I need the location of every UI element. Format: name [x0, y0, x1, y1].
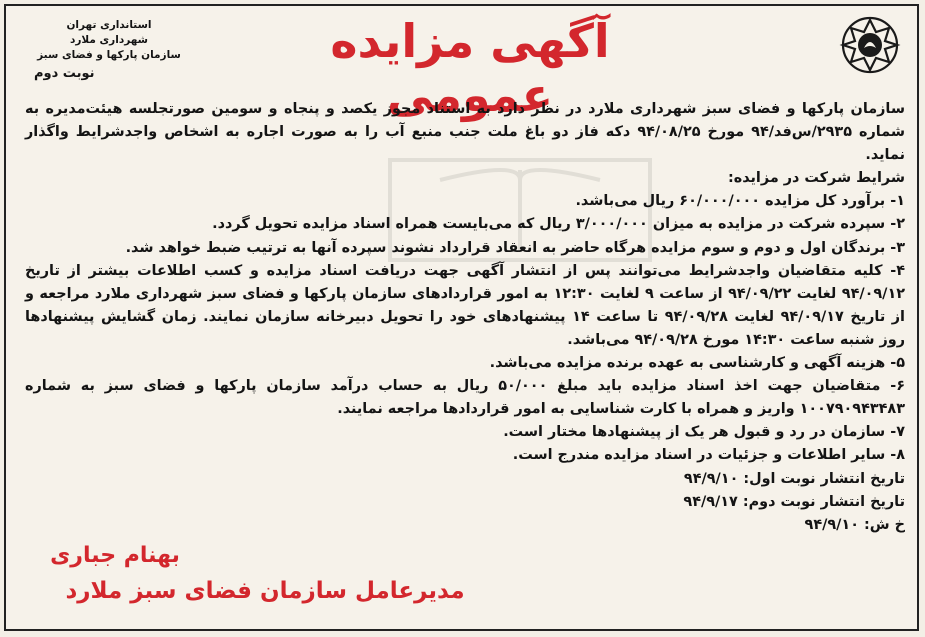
publish-date-second: تاریخ انتشار نوبت دوم: ۹۴/۹/۱۷	[683, 493, 905, 510]
condition-item: ۳- برندگان اول و دوم و سوم مزایده هرگاه حاضر به انعقاد قرارداد نشوند سپرده آنها به ترتیب ضبط خواهد شد.	[125, 239, 905, 256]
conditions-heading: شرایط شرکت در مزایده:	[727, 170, 905, 187]
notice-body	[25, 98, 905, 537]
condition-item: ۱- برآورد کل مزایده ۶۰/۰۰۰/۰۰۰ ریال می‌باشد.	[575, 193, 905, 210]
condition-item: ۴- کلیه متقاضیان واجدشرایط می‌توانند پس از انتشار آگهی جهت دریافت اسناد مزایده و کسب اطلاعات بیشتر از تاریخ ۹۴/۰۹/۱۲ لغایت ۹۴/۰۹/۲۲ از ساعت ۹ لغایت ۱۲:۳۰ به امور قراردادهای سازمان پارکها و فضای سبز شهرداری ملارد مراجعه و از تاریخ ۹۴/۰۹/۱۷ لغایت ۹۴/۰۹/۲۸ تا ساعت ۱۴ پیشنهادهای خود را تحویل دبیرخانه سازمان نمایند. زمان گشایش پیشنهادها روز شنبه ساعت ۱۴:۳۰ مورخ ۹۴/۰۹/۲۸ می‌باشد.	[25, 262, 906, 348]
condition-item: ۷- سازمان در رد و قبول هر یک از پیشنهادها مختار است.	[503, 424, 905, 441]
intro-paragraph: سازمان پارکها و فضای سبز شهرداری ملارد در نظر دارد به استناد مجوز یکصد و پنجاه و سومین صورتجلسه هیئت‌مدیره به شماره ۲۹۳۵/س‌فد/۹۴ مورخ ۹۴/۰۸/۲۵ دکه فاز دو باغ ملت جنب منبع آب را به صورت اجاره به اشخاص واجدشرایط واگذار نماید.	[25, 101, 906, 164]
municipality-logo-icon	[839, 14, 901, 76]
page-title: آگهی مزایده عمومی	[330, 14, 610, 122]
publish-date-first: تاریخ انتشار نوبت اول: ۹۴/۹/۱۰	[683, 470, 905, 487]
org-line: سازمان پارکها و فضای سبز	[37, 49, 181, 61]
condition-item: ۵- هزینه آگهی و کارشناسی به عهده برنده مزایده می‌باشد.	[489, 355, 905, 372]
signatory-role: مدیرعامل سازمان فضای سبز ملارد	[65, 578, 465, 604]
condition-item: ۸- سایر اطلاعات و جزئیات در اسناد مزایده مندرج است.	[512, 447, 905, 464]
condition-item: ۲- سپرده شرکت در مزایده به میزان ۳/۰۰۰/۰۰۰ ریال که می‌بایست همراه اسناد مزایده تحویل گردد.	[212, 216, 905, 233]
org-line: شهرداری ملارد	[69, 34, 148, 46]
publication-round: نوبت دوم	[34, 66, 95, 81]
signatory-name: بهنام جباری	[50, 543, 180, 568]
org-line: استانداری تهران	[66, 19, 152, 31]
organization-name	[14, 18, 204, 63]
condition-item: ۶- متقاضیان جهت اخذ اسناد مزایده باید مبلغ ۵۰/۰۰۰ ریال به حساب درآمد سازمان پارکها و فضای سبز به شماره ۱۰۰۷۹۰۹۴۳۴۸۳ واریز و همراه با کارت شناسایی به امور قراردادها مراجعه نمایند.	[25, 378, 905, 418]
reference-number: خ ش: ۹۴/۹/۱۰	[804, 516, 905, 533]
